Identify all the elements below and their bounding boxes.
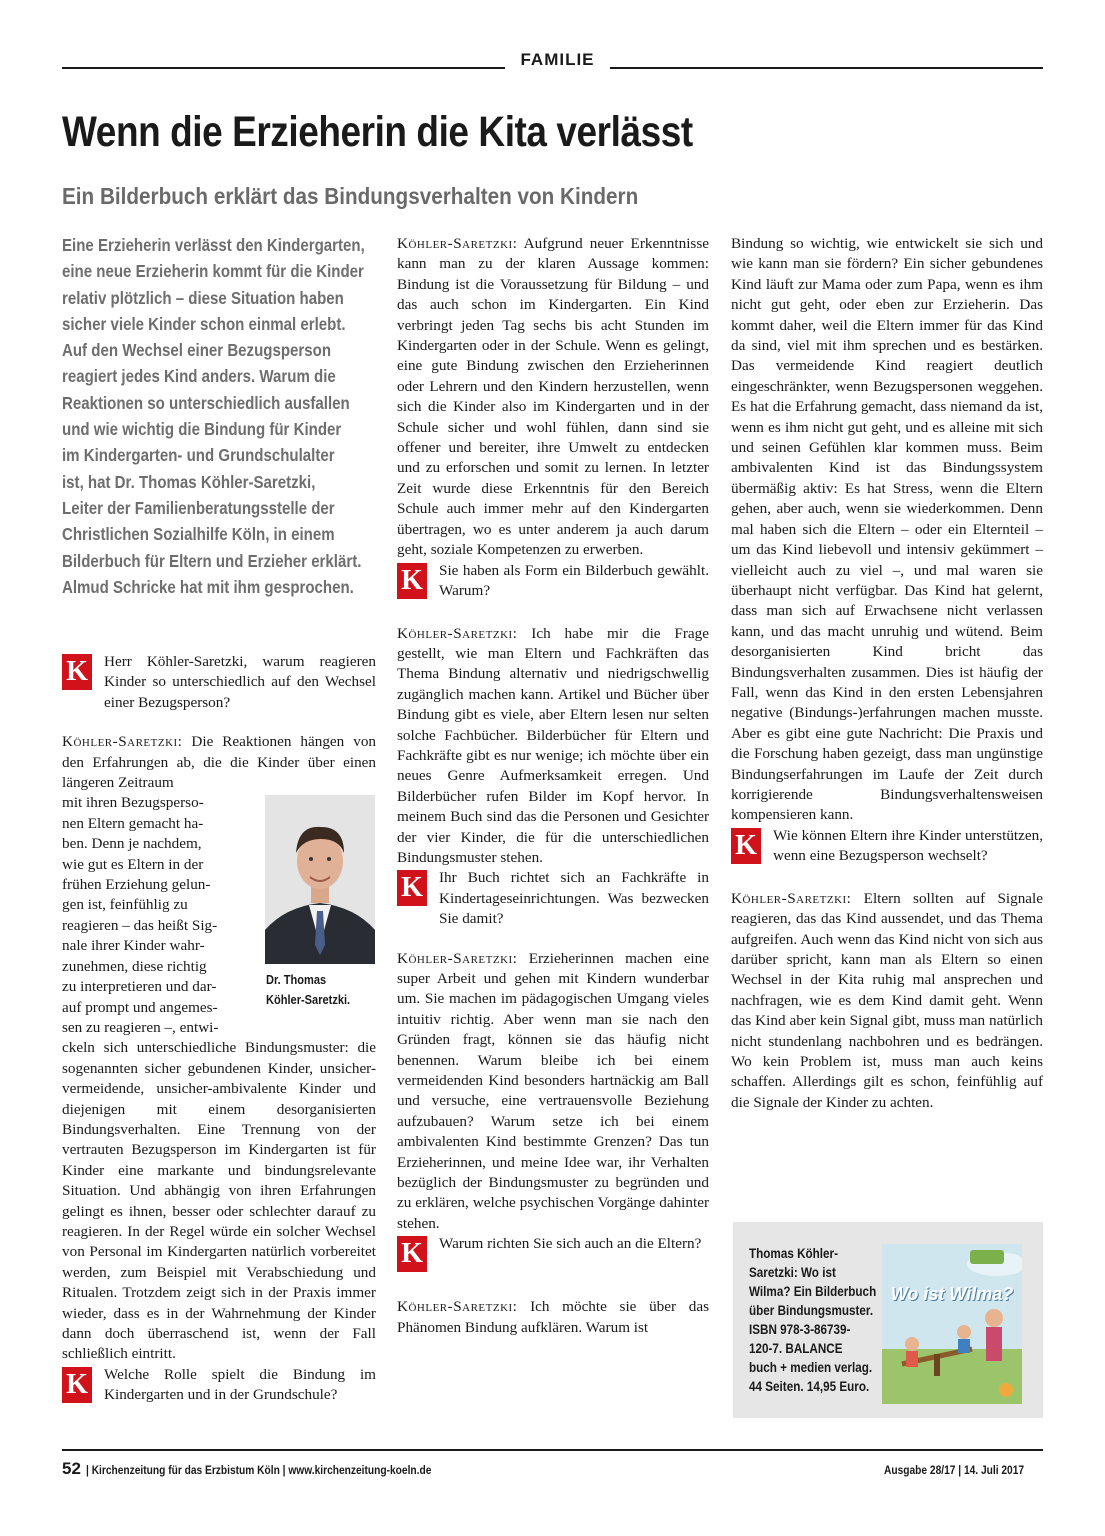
caption-line: Köhler-Saretzki. bbox=[266, 992, 351, 1007]
answer-1-rest: ckeln sich unterschiedliche Bindungsmuster: die sogenannten sicher gebundenen Kinder, unsicher-vermeidende, unsicher-ambivalente Kinder und diejenigen mit einem desorganisierten Bindungsverhalten. Eine Trennung von der vertrauten Bezugsperson im Kindergarten ist für Kinder eine markante und bindungsrelevante Situation. Und abhängig von ihren Erfahrungen gelingt es ihnen, besser oder schlechter darauf zu reagieren. In der Regel würde ein solcher Wechsel von Personal im Kindergarten natürlich vorbereitet werden, zum Beispiel mit Verabschiedung und Ritualen. Trotzdem zeigt sich in der Praxis immer wieder, dass es in der Wahrnehmung der Kinder dann doch überraschend ist, wenn der Fall schließlich eintritt. bbox=[62, 1039, 376, 1363]
column-1 bbox=[62, 652, 376, 1428]
lead-line: eine neue Erzieherin kommt für die Kinder bbox=[62, 261, 364, 282]
column-2 bbox=[397, 234, 709, 1338]
answer-text: Ich möchte sie über das Phänomen Bindung aufklären. Warum ist bbox=[397, 1298, 710, 1336]
question-3 bbox=[397, 561, 709, 605]
answer-text: Die Reaktionen hängen von den Erfahrungen ab, die die Kinder über einen längeren Zeitraum bbox=[62, 733, 377, 792]
book-cover bbox=[882, 1244, 1022, 1404]
lead-line: relativ plötzlich – diese Situation haben bbox=[62, 287, 344, 308]
answer-1-intro bbox=[62, 732, 376, 793]
lead-line: Auf den Wechsel einer Bezugsperson bbox=[62, 340, 332, 361]
book-cover-title: Wo ist Wilma? bbox=[890, 1284, 1014, 1304]
author-photo bbox=[265, 795, 375, 964]
answer-line: sen zu reagieren –, entwi- bbox=[62, 1018, 219, 1036]
question-text: Ihr Buch richtet sich an Fachkräfte in Kindertageseinrichtungen. Was bezwecken Sie damit? bbox=[439, 869, 709, 928]
answer-line: nen Eltern gemacht ha- bbox=[62, 814, 204, 832]
answer-line: mit ihren Bezugsperso- bbox=[62, 794, 204, 812]
k-logo-icon: K bbox=[397, 1236, 427, 1272]
book-info-line: Wilma? Ein Bilderbuch bbox=[749, 1284, 877, 1299]
question-text: Sie haben als Form ein Bilderbuch gewählt. Warum? bbox=[439, 561, 709, 599]
question-4 bbox=[397, 868, 709, 929]
speaker-label: Köhler-Saretzki: bbox=[397, 235, 518, 252]
column-3 bbox=[731, 234, 1043, 1113]
answer-line: wie gut es Eltern in der bbox=[62, 855, 204, 873]
answer-text: Aufgrund neuer Erkenntnisse kann man zu der klaren Aussage kommen: Bindung ist die Voraussetzung für Bildung – und das auch schon im Kindergarten. Ein Kind verbringt jeden Tag sechs bis acht Stunden im Kindergarten oder in der Schule. Wenn es gelingt, eine gute Bindung zwischen den Erzieherinnen oder Lehrern und den Kindern herzustellen, wenn sich die Kinder also im Kindergarten und in der Schule sicher und wohl fühlen, dann sind sie offener und bereiter, ihre Umwelt zu entdecken und zu erforschen und somit zu lernen. In letzter Zeit wurde diese Erkenntnis für den Bereich Schule auch immer mehr auf den Kindergarten übertragen, wo es unter anderem ja auch darum geht, soziale Kompetenzen zu erwerben. bbox=[397, 235, 709, 559]
question-2 bbox=[62, 1365, 376, 1409]
speaker-label: Köhler-Saretzki: bbox=[731, 889, 852, 907]
lead-line: Leiter der Familienberatungsstelle der bbox=[62, 497, 335, 518]
question-text: Wie können Eltern ihre Kinder unterstützen, wenn eine Bezugsperson wechselt? bbox=[773, 826, 1043, 865]
lead-line: im Kindergarten- und Grundschulalter bbox=[62, 445, 335, 466]
k-logo-icon: K bbox=[62, 654, 92, 690]
answer-1-wrap bbox=[62, 793, 257, 1038]
lead-line: reagiert jedes Kind anders. Warum die bbox=[62, 366, 336, 387]
book-info-line: Saretzki: Wo ist bbox=[749, 1265, 836, 1280]
lead-line: sicher viele Kinder schon einmal erlebt. bbox=[62, 313, 346, 334]
answer-6 bbox=[731, 889, 1043, 1113]
answer-line: gen ist, feinfühlig zu bbox=[62, 896, 188, 914]
lead-line: und wie wichtig die Bindung für Kinder bbox=[62, 419, 342, 440]
headline: Wenn die Erzieherin die Kita verlässt bbox=[62, 108, 693, 156]
question-text: Warum richten Sie sich auch an die Eltern? bbox=[439, 1235, 702, 1253]
section-label: FAMILIE bbox=[520, 50, 595, 69]
book-info-line: 44 Seiten. 14,95 Euro. bbox=[749, 1379, 870, 1394]
book-info-line: buch + medien verlag. bbox=[749, 1360, 873, 1375]
answer-text: Ich habe mir die Frage gestellt, wie man Eltern und Fachkräften das Thema Bindung alternativ und niedrigschwellig zugänglich machen kann. Artikel und Bücher über Bindung gibt es viele, aber Eltern lesen nur selten solche Fachbücher. Bilderbücher für Eltern und Fachkräfte gibt es nur wenige; ich möchte über ein neues Genre Aufmerksamkeit erregen. Und Bilderbücher rufen Bilder im Kopf hervor. In meinem Buch sind das die Personen und Gesichter der vier Kinder, die für die unterschiedlichen Bindungsmuster stehen. bbox=[397, 624, 709, 866]
caption-line: Dr. Thomas bbox=[266, 972, 327, 987]
k-logo-icon: K bbox=[62, 1367, 92, 1403]
answer-5-continued: Bindung so wichtig, wie entwickelt sie sich und wie kann man sie fördern? Ein sicher gebundenes Kind läuft zur Mama oder zum Papa, wenn es ihm nicht gut geht, oder eben zur Erzieherin. Das kommt daher, weil die Eltern immer für das Kind da sind, viel mit ihm sprechen und es bestärken. Das vermeidende Kind reagiert deutlich eingeschränkter, wenn Bezugspersonen weggehen. Es hat die Erfahrung gemacht, dass niemand da ist, wenn es ihm nicht gut geht, und es alleine mit sich und seinen Gefühlen klar kommen muss. Beim ambivalenten Kind ist das Bindungssystem übermäßig aktiv: Es hat Stress, wenn die Eltern gehen, aber auch, wenn sie wiederkommen. Denn mal haben sich die Eltern – oder ein Elternteil – um das Kind liebevoll und intensiv gekümmert – vielleicht auch zu viel –, und mal waren sie überhaupt nicht verfügbar. Das Kind hat gelernt, dass man sich auf Erwachsene nicht verlassen kann, und das macht unruhig und wütend. Beim desorganisierten Kind bricht das Bindungsverhalten zusammen. Dies ist häufig der Fall, wenn das Kind in den ersten Lebensjahren negative (Bindungs-)erfahrungen machen musste. Aber es gibt eine gute Nachricht: Die Praxis und die Forschung haben gezeigt, dass man ungünstige Bindungserfahrungen im Laufe der Zeit durch korrigierende Bindungsverhaltensweisen kompensieren kann. bbox=[731, 235, 1043, 824]
book-info-line: Thomas Köhler- bbox=[749, 1246, 838, 1261]
answer-line: nale ihrer Kinder wahr- bbox=[62, 937, 205, 955]
book-info-box bbox=[733, 1222, 1043, 1418]
answer-text: Eltern sollten auf Signale reagieren, das das Kind aussendet, und das Thema aufgreifen. Auch wenn das Kind nicht von sich aus darüber spricht, kann man als Eltern so einen Wechsel in der Kita ruhig mal ansprechen und nachfragen, wie es dem Kind damit geht. Wenn das Kind aber kein Signal gibt, muss man natürlich nicht stundenlang nachbohren und es bedrängen. Wo kein Problem ist, muss man auch keins schaffen. Allerdings gilt es schon, feinfühlig auf die Signale der Kinder zu achten. bbox=[731, 889, 1043, 1111]
question-1 bbox=[62, 652, 376, 713]
lead-line: ist, hat Dr. Thomas Köhler-Saretzki, bbox=[62, 471, 316, 492]
answer-line: reagieren – das heißt Sig- bbox=[62, 916, 218, 934]
k-logo-icon: K bbox=[731, 828, 761, 864]
speaker-label: Köhler-Saretzki: bbox=[62, 733, 183, 751]
question-5 bbox=[397, 1234, 709, 1278]
lead-line: Reaktionen so unterschiedlich ausfallen bbox=[62, 392, 350, 413]
book-info-line: über Bindungsmuster. bbox=[749, 1303, 874, 1318]
photo-caption bbox=[266, 970, 360, 1010]
footer-rule bbox=[62, 1449, 1043, 1451]
header-rule-left bbox=[62, 67, 505, 69]
answer-line: zunehmen, diese richtig bbox=[62, 957, 207, 975]
question-text: Welche Rolle spielt die Bindung im Kindergarten und in der Grundschule? bbox=[104, 1365, 376, 1404]
k-logo-icon: K bbox=[397, 870, 427, 906]
book-cover-illustration bbox=[882, 1244, 1022, 1404]
portrait-image bbox=[265, 795, 375, 964]
k-logo-icon: K bbox=[397, 563, 427, 599]
speaker-label: Köhler-Saretzki: bbox=[397, 624, 518, 642]
question-6 bbox=[731, 826, 1043, 870]
subheadline: Ein Bilderbuch erklärt das Bindungsverhalten von Kindern bbox=[62, 183, 639, 209]
lead-line: Christlichen Sozialhilfe Köln, in einem bbox=[62, 524, 335, 545]
lead-line: Almud Schricke hat mit ihm gesprochen. bbox=[62, 576, 354, 597]
answer-text: Erzieherinnen machen eine super Arbeit und gehen mit Kindern wunderbar um. Sie machen im pädagogischen Umgang vieles intuitiv richtig. Aber wenn man sie nach den Gründen fragt, können sie das häufig nicht benennen. Warum bleibe ich bei einem vermeidenden Kind besonders hartnäckig am Ball und versuche, eine vertrauensvolle Beziehung aufzubauen? Warum setze ich bei einem ambivalenten Kind bestimmte Grenzen? Das tun Erzieherinnen, und meine Idee war, ihr Verhalten bezüglich der Bindungsmuster zu begründen und zu erklären, welche psychischen Vorgänge dahinter stehen. bbox=[397, 949, 709, 1232]
speaker-label: Köhler-Saretzki: bbox=[397, 949, 518, 967]
speaker-label: Köhler-Saretzki: bbox=[397, 1298, 518, 1316]
book-info-line: ISBN 978-3-86739- bbox=[749, 1322, 851, 1337]
answer-line: ben. Denn je nachdem, bbox=[62, 835, 202, 853]
footer-issue: Ausgabe 28/17 | 14. Juli 2017 bbox=[884, 1463, 1025, 1477]
question-text: Herr Köhler-Saretzki, warum reagieren Kinder so unterschiedlich auf den Wechsel einer Bezugsperson? bbox=[104, 653, 376, 711]
answer-line: zu interpretieren und dar- bbox=[62, 978, 217, 996]
lead-line: Bilderbuch für Eltern und Erzieher erklärt. bbox=[62, 550, 362, 571]
lead-line: Eine Erzieherin verlässt den Kindergarten, bbox=[62, 235, 365, 255]
lead-paragraph bbox=[62, 232, 372, 600]
answer-5 bbox=[397, 1297, 709, 1338]
book-info-text bbox=[749, 1244, 878, 1396]
answer-line: auf prompt und angemes- bbox=[62, 998, 218, 1016]
answer-3 bbox=[397, 624, 709, 869]
answer-4 bbox=[397, 949, 709, 1235]
answer-line: frühen Erziehung gelun- bbox=[62, 876, 211, 894]
answer-2 bbox=[397, 234, 709, 561]
page-number: 52 bbox=[62, 1459, 81, 1478]
book-info-line: 120-7. BALANCE bbox=[749, 1341, 843, 1356]
footer-publication: | Kirchenzeitung für das Erzbistum Köln | www.kirchenzeitung-koeln.de bbox=[86, 1463, 432, 1477]
header-rule-right bbox=[610, 67, 1043, 69]
